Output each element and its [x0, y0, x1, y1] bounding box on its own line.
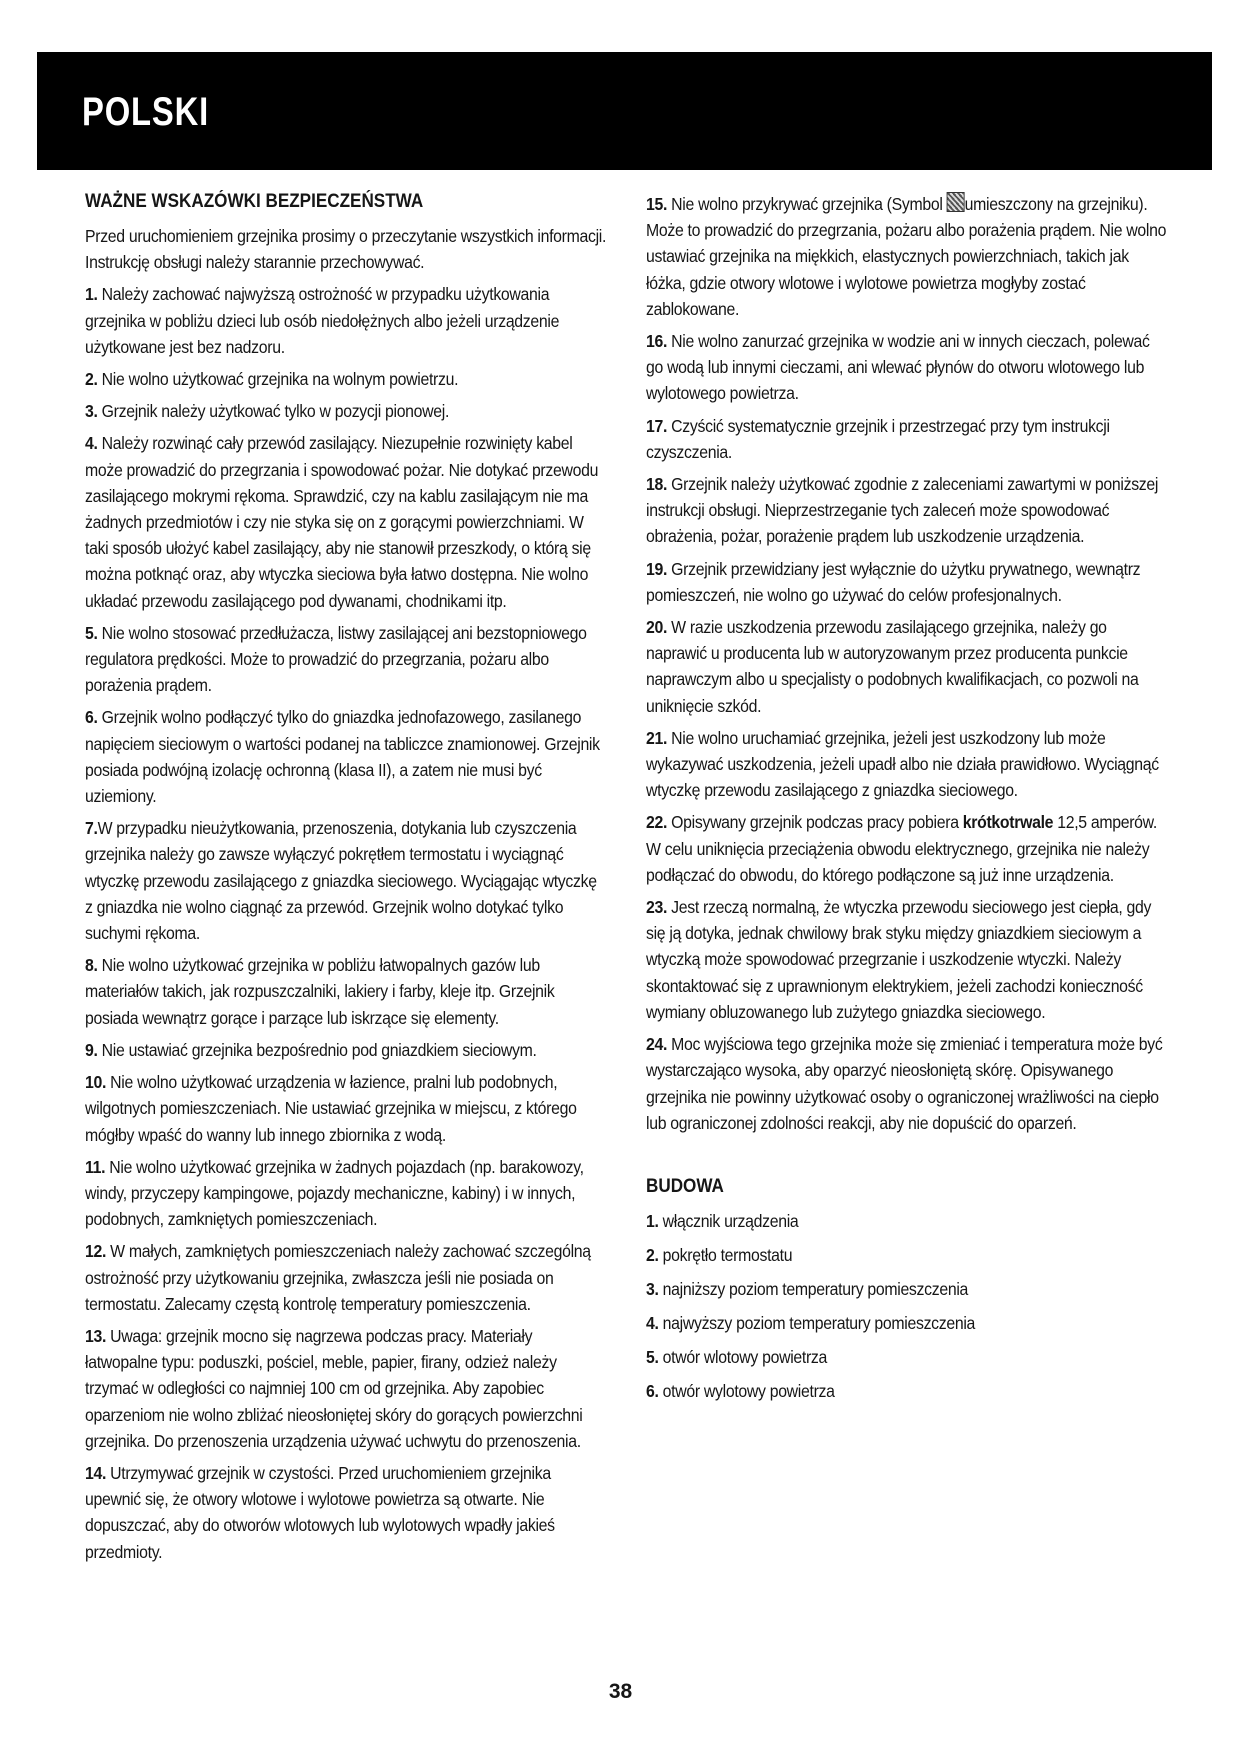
safety-item: [646, 809, 1168, 888]
budowa-item: [646, 1310, 1168, 1336]
item-text: najwyższy poziom temperatury pomieszczenia: [658, 1312, 976, 1333]
item-number: 12.: [85, 1241, 107, 1262]
item-number: 22.: [646, 812, 668, 833]
safety-item: [85, 281, 607, 360]
budowa-item: [646, 1242, 1168, 1268]
item-number: 3.: [646, 1278, 659, 1299]
safety-intro: Przed uruchomieniem grzejnika prosimy o przeczytanie wszystkich informacji. Instrukcję obsługi należy starannie przechowywać.: [85, 226, 607, 273]
safety-item-text: umieszczony na grzejniku). Może to prowadzić do przegrzania, pożaru albo porażenia prądem. Nie wolno ustawiać grzejnika na miękkich, elastycznych powierzchniach, takich jak łóżka, gdzie otwory wlotowe i wylotowe powietrza mogłyby zostać zablokowane.: [646, 194, 1167, 319]
item-number: 7.: [85, 818, 98, 839]
safety-item: [646, 471, 1168, 550]
item-number: 16.: [646, 331, 668, 352]
budowa-item: [646, 1344, 1168, 1370]
safety-item: [85, 620, 607, 699]
item-number: 9.: [85, 1039, 98, 1060]
item-number: 1.: [85, 284, 98, 305]
safety-item: [85, 1460, 607, 1565]
safety-item-text: Opisywany grzejnik podczas pracy pobiera: [667, 812, 963, 833]
safety-item: [646, 1031, 1168, 1136]
left-column: [85, 191, 608, 1571]
item-text: Należy zachować najwyższą ostrożność w przypadku użytkowania grzejnika w pobliżu dzieci lub osób niedołężnych albo jeżeli urządzenie użytkowane jest bez nadzoru.: [85, 284, 560, 357]
item-text: otwór wylotowy powietrza: [658, 1380, 835, 1401]
item-text: Nie wolno uruchamiać grzejnika, jeżeli jest uszkodzony lub może wykazywać uszkodzenia, jeżeli upadł albo nie działa prawidłowo. Wyciągnąć wtyczkę przewodu zasilającego z gniazdka sieciowego.: [646, 727, 1159, 801]
item-text: W przypadku nieużytkowania, przenoszenia, dotykania lub czyszczenia grzejnika należy go zawsze wyłączyć pokrętłem termostatu i wyciągnąć wtyczkę przewodu zasilającego z gniazdka sieciowego. Wyciągając wtyczkę z gniazdka nie wolno ciągnąć za przewód. Grzejnik wolno dotykać tylko suchymi rękoma.: [85, 818, 597, 944]
safety-item: [85, 430, 607, 613]
page-number: 38: [608, 1680, 633, 1703]
right-column: [646, 191, 1169, 1412]
safety-item-text: Nie wolno przykrywać grzejnika (Symbol: [667, 194, 947, 214]
item-text: Nie wolno użytkować grzejnika w pobliżu łatwopalnych gazów lub materiałów takich, jak rozpuszczalniki, lakiery i farby, kleje itp. Grzejnik posiada wewnątrz gorące i parzące lub iskrzące się elementy.: [85, 955, 555, 1028]
safety-item: [85, 1154, 607, 1233]
item-text: Grzejnik należy użytkować tylko w pozycji pionowej.: [97, 401, 450, 422]
item-text: Grzejnik należy użytkować zgodnie z zaleceniami zawartymi w poniższej instrukcji obsługi. Nieprzestrzeganie tych zaleceń może spowodować obrażenia, pożar, porażenie prądem lub uszkodzenie urządzenia.: [646, 474, 1159, 547]
item-number: 4.: [646, 1312, 659, 1333]
safety-item: [85, 1069, 607, 1148]
item-number: 18.: [646, 474, 668, 495]
item-text: Nie wolno użytkować grzejnika na wolnym powietrzu.: [97, 369, 459, 390]
item-text: Nie wolno użytkować urządzenia w łazience, pralni lub podobnych, wilgotnych pomieszczeniach. Nie ustawiać grzejnika w miejscu, z którego mógłby wpaść do wanny lub innego zbiornika z wodą.: [85, 1072, 577, 1145]
budowa-heading: BUDOWA: [646, 1175, 724, 1197]
item-text: pokrętło termostatu: [658, 1244, 793, 1265]
item-number: 21.: [646, 727, 668, 748]
item-text: Nie wolno użytkować grzejnika w żadnych pojazdach (np. barakowozy, windy, przyczepy kampingowe, pojazdy mechaniczne, kabiny) i w innych, podobnych, zamkniętych pomieszczeniach.: [85, 1156, 584, 1230]
item-number: 2.: [646, 1244, 659, 1265]
item-number: 6.: [85, 707, 98, 728]
item-text: W małych, zamkniętych pomieszczeniach należy zachować szczególną ostrożność przy użytkowaniu grzejnika, zwłaszcza jeśli nie posiada on termostatu. Zalecamy częstą kontrolę temperatury pomieszczenia.: [85, 1241, 591, 1314]
item-text: Czyścić systematycznie grzejnik i przestrzegać przy tym instrukcji czyszczenia.: [646, 415, 1110, 462]
item-number: 23.: [646, 897, 668, 918]
item-number: 8.: [85, 955, 98, 976]
item-text: Grzejnik wolno podłączyć tylko do gniazdka jednofazowego, zasilanego napięciem sieciowym o wartości podanej na tabliczce znamionowej. Grzejnik posiada podwójną izolację ochronną (klasa II), a zatem nie musi być uziemiony.: [85, 707, 600, 807]
safety-item: [85, 1238, 607, 1317]
item-number: 2.: [85, 369, 98, 390]
item-text: Uwaga: grzejnik mocno się nagrzewa podczas pracy. Materiały łatwopalne typu: poduszki, pościel, meble, papier, firany, odzież należy trzymać w odległości co najmniej 100 cm od grzejnika. Aby zapobiec oparzeniom nie wolno zbliżać nieosłoniętej skóry do gorących powierzchni grzejnika. Do przenoszenia urządzenia używać uchwytu do przenoszenia.: [85, 1325, 583, 1451]
safety-list-right-2: [646, 894, 1169, 1136]
item-text: Nie ustawiać grzejnika bezpośrednio pod gniazdkiem sieciowym.: [97, 1039, 537, 1060]
item-text: Należy rozwinąć cały przewód zasilający. Niezupełnie rozwinięty kabel może prowadzić do przegrzania i spowodować pożar. Nie dotykać przewodu zasilającego mokrymi rękoma. Sprawdzić, czy na kablu zasilającym nie ma żadnych przedmiotów i czy nie styka się on z gorącymi powierzchniami. W taki sposób ułożyć kabel zasilający, aby nie stanowił przeszkody, o którą się można potknąć oraz, aby wtyczka sieciowa była łatwo dostępna. Nie wolno układać przewodu zasilającego pod dywanami, chodnikami itp.: [85, 433, 599, 611]
safety-item: [85, 952, 607, 1031]
item-text: otwór wlotowy powietrza: [658, 1346, 828, 1367]
safety-item: [85, 1323, 607, 1454]
item-text: Jest rzeczą normalną, że wtyczka przewodu sieciowego jest ciepła, gdy się ją dotyka, jednak chwilowy brak styku między gniazdkiem sieciowym a wtyczką może spowodować przegrzanie i uszkodzenie wtyczki. Należy skontaktować się z uprawnionym elektrykiem, jeżeli zachodzi konieczność wymiany obluzowanego lub zużytego gniazdka sieciowego.: [646, 897, 1152, 1022]
page-title: POLSKI: [82, 90, 210, 134]
safety-item: [646, 556, 1168, 608]
do-not-cover-icon: [947, 192, 965, 212]
budowa-item: [646, 1276, 1168, 1302]
item-number: 24.: [646, 1034, 668, 1055]
safety-item: [646, 328, 1168, 407]
item-text: Utrzymywać grzejnik w czystości. Przed uruchomieniem grzejnika upewnić się, że otwory wlotowe i wylotowe powietrza są otwarte. Nie dopuszczać, aby do otworów wlotowych lub wylotowych wpadły jakieś przedmioty.: [85, 1462, 555, 1562]
item-text: włącznik urządzenia: [658, 1210, 799, 1231]
item-number: 6.: [646, 1380, 659, 1401]
item-number: 15.: [646, 194, 668, 214]
item-text: W razie uszkodzenia przewodu zasilającego grzejnika, należy go naprawić u producenta lub w autoryzowanym przez producenta punkcie naprawczym albo u specjalisty o podobnych kwalifikacjach, co pozwoli na uniknięcie szkód.: [646, 617, 1139, 716]
safety-list-right: [646, 328, 1169, 803]
page-header: [37, 52, 1212, 170]
item-number: 5.: [646, 1346, 659, 1367]
item-number: 14.: [85, 1462, 107, 1483]
item-number: 10.: [85, 1072, 107, 1093]
item-text: Moc wyjściowa tego grzejnika może się zmieniać i temperatura może być wystarczająco wysoka, aby oparzyć nieosłoniętą skórę. Opisywanego grzejnika nie powinny użytkować osoby o ograniczonej wrażliwości na ciepło lub ograniczonej zdolności reakcji, aby nie dopuścić do oparzeń.: [646, 1034, 1163, 1133]
item-text: Grzejnik przewidziany jest wyłącznie do użytku prywatnego, wewnątrz pomieszczeń, nie wolno go używać do celów profesjonalnych.: [646, 558, 1141, 605]
item-number: 1.: [646, 1210, 659, 1231]
safety-item: [85, 704, 607, 809]
item-text: Nie wolno stosować przedłużacza, listwy zasilającej ani bezstopniowego regulatora prędkości. Może to prowadzić do przegrzania, pożaru albo porażenia prądem.: [85, 622, 587, 696]
budowa-list: [646, 1208, 1169, 1404]
budowa-item: [646, 1208, 1168, 1234]
safety-item: [85, 398, 607, 424]
item-number: 19.: [646, 558, 668, 579]
budowa-item: [646, 1378, 1168, 1404]
safety-item: [646, 191, 1168, 322]
safety-item: [85, 366, 607, 392]
safety-item: [646, 413, 1168, 465]
item-number: 20.: [646, 617, 668, 638]
emphasis-text: krótkotrwale: [962, 812, 1054, 833]
item-number: 3.: [85, 401, 98, 422]
safety-item: [85, 815, 607, 946]
safety-item: [646, 614, 1168, 719]
item-number: 11.: [85, 1156, 106, 1177]
item-number: 4.: [85, 433, 98, 454]
item-number: 17.: [646, 415, 668, 436]
safety-item-text: 12,5 amperów. W celu uniknięcia przeciążenia obwodu elektrycznego, grzejnika nie należy podłączać do obwodu, do którego podłączone są już inne urządzenia.: [646, 812, 1158, 885]
safety-item: [85, 1037, 607, 1063]
item-number: 5.: [85, 622, 98, 643]
item-text: najniższy poziom temperatury pomieszczenia: [658, 1278, 969, 1299]
safety-heading: WAŻNE WSKAZÓWKI BEZPIECZEŃSTWA: [85, 191, 424, 212]
item-text: Nie wolno zanurzać grzejnika w wodzie ani w innych cieczach, polewać go wodą lub innymi cieczami, ani wlewać płynów do otworu wlotowego lub wylotowego powietrza.: [646, 331, 1150, 404]
item-number: 13.: [85, 1325, 107, 1346]
safety-item: [646, 894, 1168, 1025]
safety-item: [646, 725, 1168, 804]
safety-list-left: [85, 281, 608, 1564]
